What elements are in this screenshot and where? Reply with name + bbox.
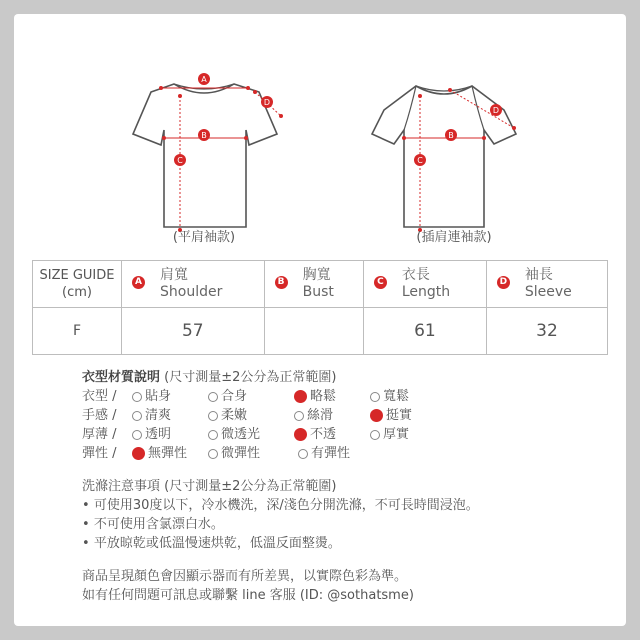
column-bust [264, 261, 363, 308]
length-value: 61 [363, 308, 486, 355]
marker-c [174, 154, 186, 166]
size-guide-label: SIZE GUIDE [39, 268, 115, 283]
svg-text:D: D [492, 106, 500, 115]
marker-c [414, 154, 426, 166]
material-row-stretch [82, 444, 590, 463]
radio-icon [132, 392, 142, 402]
row-label: 衣型 / [82, 389, 117, 404]
svg-text:C: C [417, 156, 423, 165]
material-title: 衣型材質說明 [82, 370, 161, 385]
row-label: 彈性 / [82, 446, 117, 461]
row-label: 厚薄 / [82, 427, 117, 442]
svg-text:D: D [263, 98, 271, 107]
column-label-en: Sleeve [524, 284, 572, 300]
column-shoulder [122, 261, 265, 308]
svg-text:B: B [448, 131, 454, 140]
list-item: • 不可使用含氯漂白水。 [82, 517, 224, 532]
material-heading [82, 368, 590, 387]
column-label-zh: 肩寬 [160, 267, 188, 283]
column-label-zh: 袖長 [524, 267, 553, 283]
option-item: 合身 [208, 387, 294, 406]
option-item: 貼身 [132, 387, 208, 406]
selected-dot-icon [132, 447, 145, 460]
material-row-feel [82, 406, 590, 425]
svg-text:C: C [177, 156, 183, 165]
size-table-header [33, 261, 608, 308]
marker-b [445, 129, 457, 141]
radio-icon [298, 449, 308, 459]
flat-shoulder-caption: (平肩袖款) [172, 230, 236, 245]
option-item: 透明 [132, 425, 208, 444]
marker-b: B [275, 276, 288, 289]
shoulder-value: 57 [122, 308, 265, 355]
selected-dot-icon [294, 390, 307, 403]
marker-a [198, 73, 210, 85]
option-item: 厚實 [370, 425, 409, 444]
option-item: 微彈性 [208, 444, 298, 463]
svg-text:B: B [201, 131, 207, 140]
option-item: 清爽 [132, 406, 208, 425]
sleeve-value: 32 [486, 308, 607, 355]
column-label-en: Length [401, 284, 451, 300]
option-item: 有彈性 [298, 444, 350, 463]
list-item: • 可使用30度以下，冷水機洗，深/淺色分開洗滌，不可長時間浸泡。 [82, 498, 479, 513]
raglan-caption: (插肩連袖款) [416, 230, 492, 245]
list-item: • 平放晾乾或低溫慢速烘乾，低溫反面整燙。 [82, 536, 341, 551]
raglan-tshirt-illustration [354, 52, 534, 237]
option-item: 柔嫩 [208, 406, 294, 425]
marker-d [490, 104, 502, 116]
care-title: 洗滌注意事項 [82, 479, 161, 494]
column-length [363, 261, 486, 308]
size-guide-header [33, 261, 122, 308]
radio-icon [208, 449, 218, 459]
marker-a: A [132, 276, 145, 289]
flat-shoulder-tshirt-illustration [119, 52, 299, 237]
marker-d: D [497, 276, 510, 289]
marker-d [261, 96, 273, 108]
care-note: (尺寸測量±2公分為正常範圍) [164, 479, 337, 494]
option-item-selected: 無彈性 [132, 444, 208, 463]
size-cell: F [33, 308, 122, 355]
selected-dot-icon [370, 409, 383, 422]
radio-icon [132, 411, 142, 421]
radio-icon [370, 392, 380, 402]
unit-label: (cm) [62, 285, 92, 300]
footer-notice [82, 567, 590, 605]
column-label-en: Bust [302, 284, 334, 300]
marker-c: C [374, 276, 387, 289]
raglan-diagram [354, 52, 534, 237]
color-disclaimer: 商品呈現顏色會因顯示器而有所差異，以實際色彩為準。 [82, 569, 408, 584]
option-item: 絲滑 [294, 406, 370, 425]
table-row [33, 308, 608, 355]
care-section [82, 477, 590, 553]
radio-icon [208, 430, 218, 440]
row-label: 手感 / [82, 408, 117, 423]
contact-info: 如有任何問題可訊息或聯繫 line 客服 (ID: @sothatsme) [82, 588, 414, 603]
notes-section [70, 368, 590, 605]
option-item-selected: 挺實 [370, 406, 412, 425]
svg-text:A: A [201, 75, 207, 84]
selected-dot-icon [294, 428, 307, 441]
size-table [32, 260, 608, 355]
marker-b [198, 129, 210, 141]
radio-icon [294, 411, 304, 421]
material-row-thickness [82, 425, 590, 444]
care-heading [82, 477, 590, 496]
radio-icon [208, 411, 218, 421]
option-item-selected: 不透 [294, 425, 370, 444]
flat-shoulder-diagram [119, 52, 299, 237]
radio-icon [132, 430, 142, 440]
column-label-zh: 衣長 [401, 267, 430, 283]
radio-icon [370, 430, 380, 440]
material-row-fit [82, 387, 590, 406]
radio-icon [208, 392, 218, 402]
bust-value [264, 308, 363, 355]
option-item: 寬鬆 [370, 387, 409, 406]
column-sleeve [486, 261, 607, 308]
material-note: (尺寸測量±2公分為正常範圍) [164, 370, 337, 385]
column-label-zh: 胸寬 [302, 267, 331, 283]
column-label-en: Shoulder [160, 284, 223, 300]
option-item-selected: 略鬆 [294, 387, 370, 406]
option-item: 微透光 [208, 425, 294, 444]
